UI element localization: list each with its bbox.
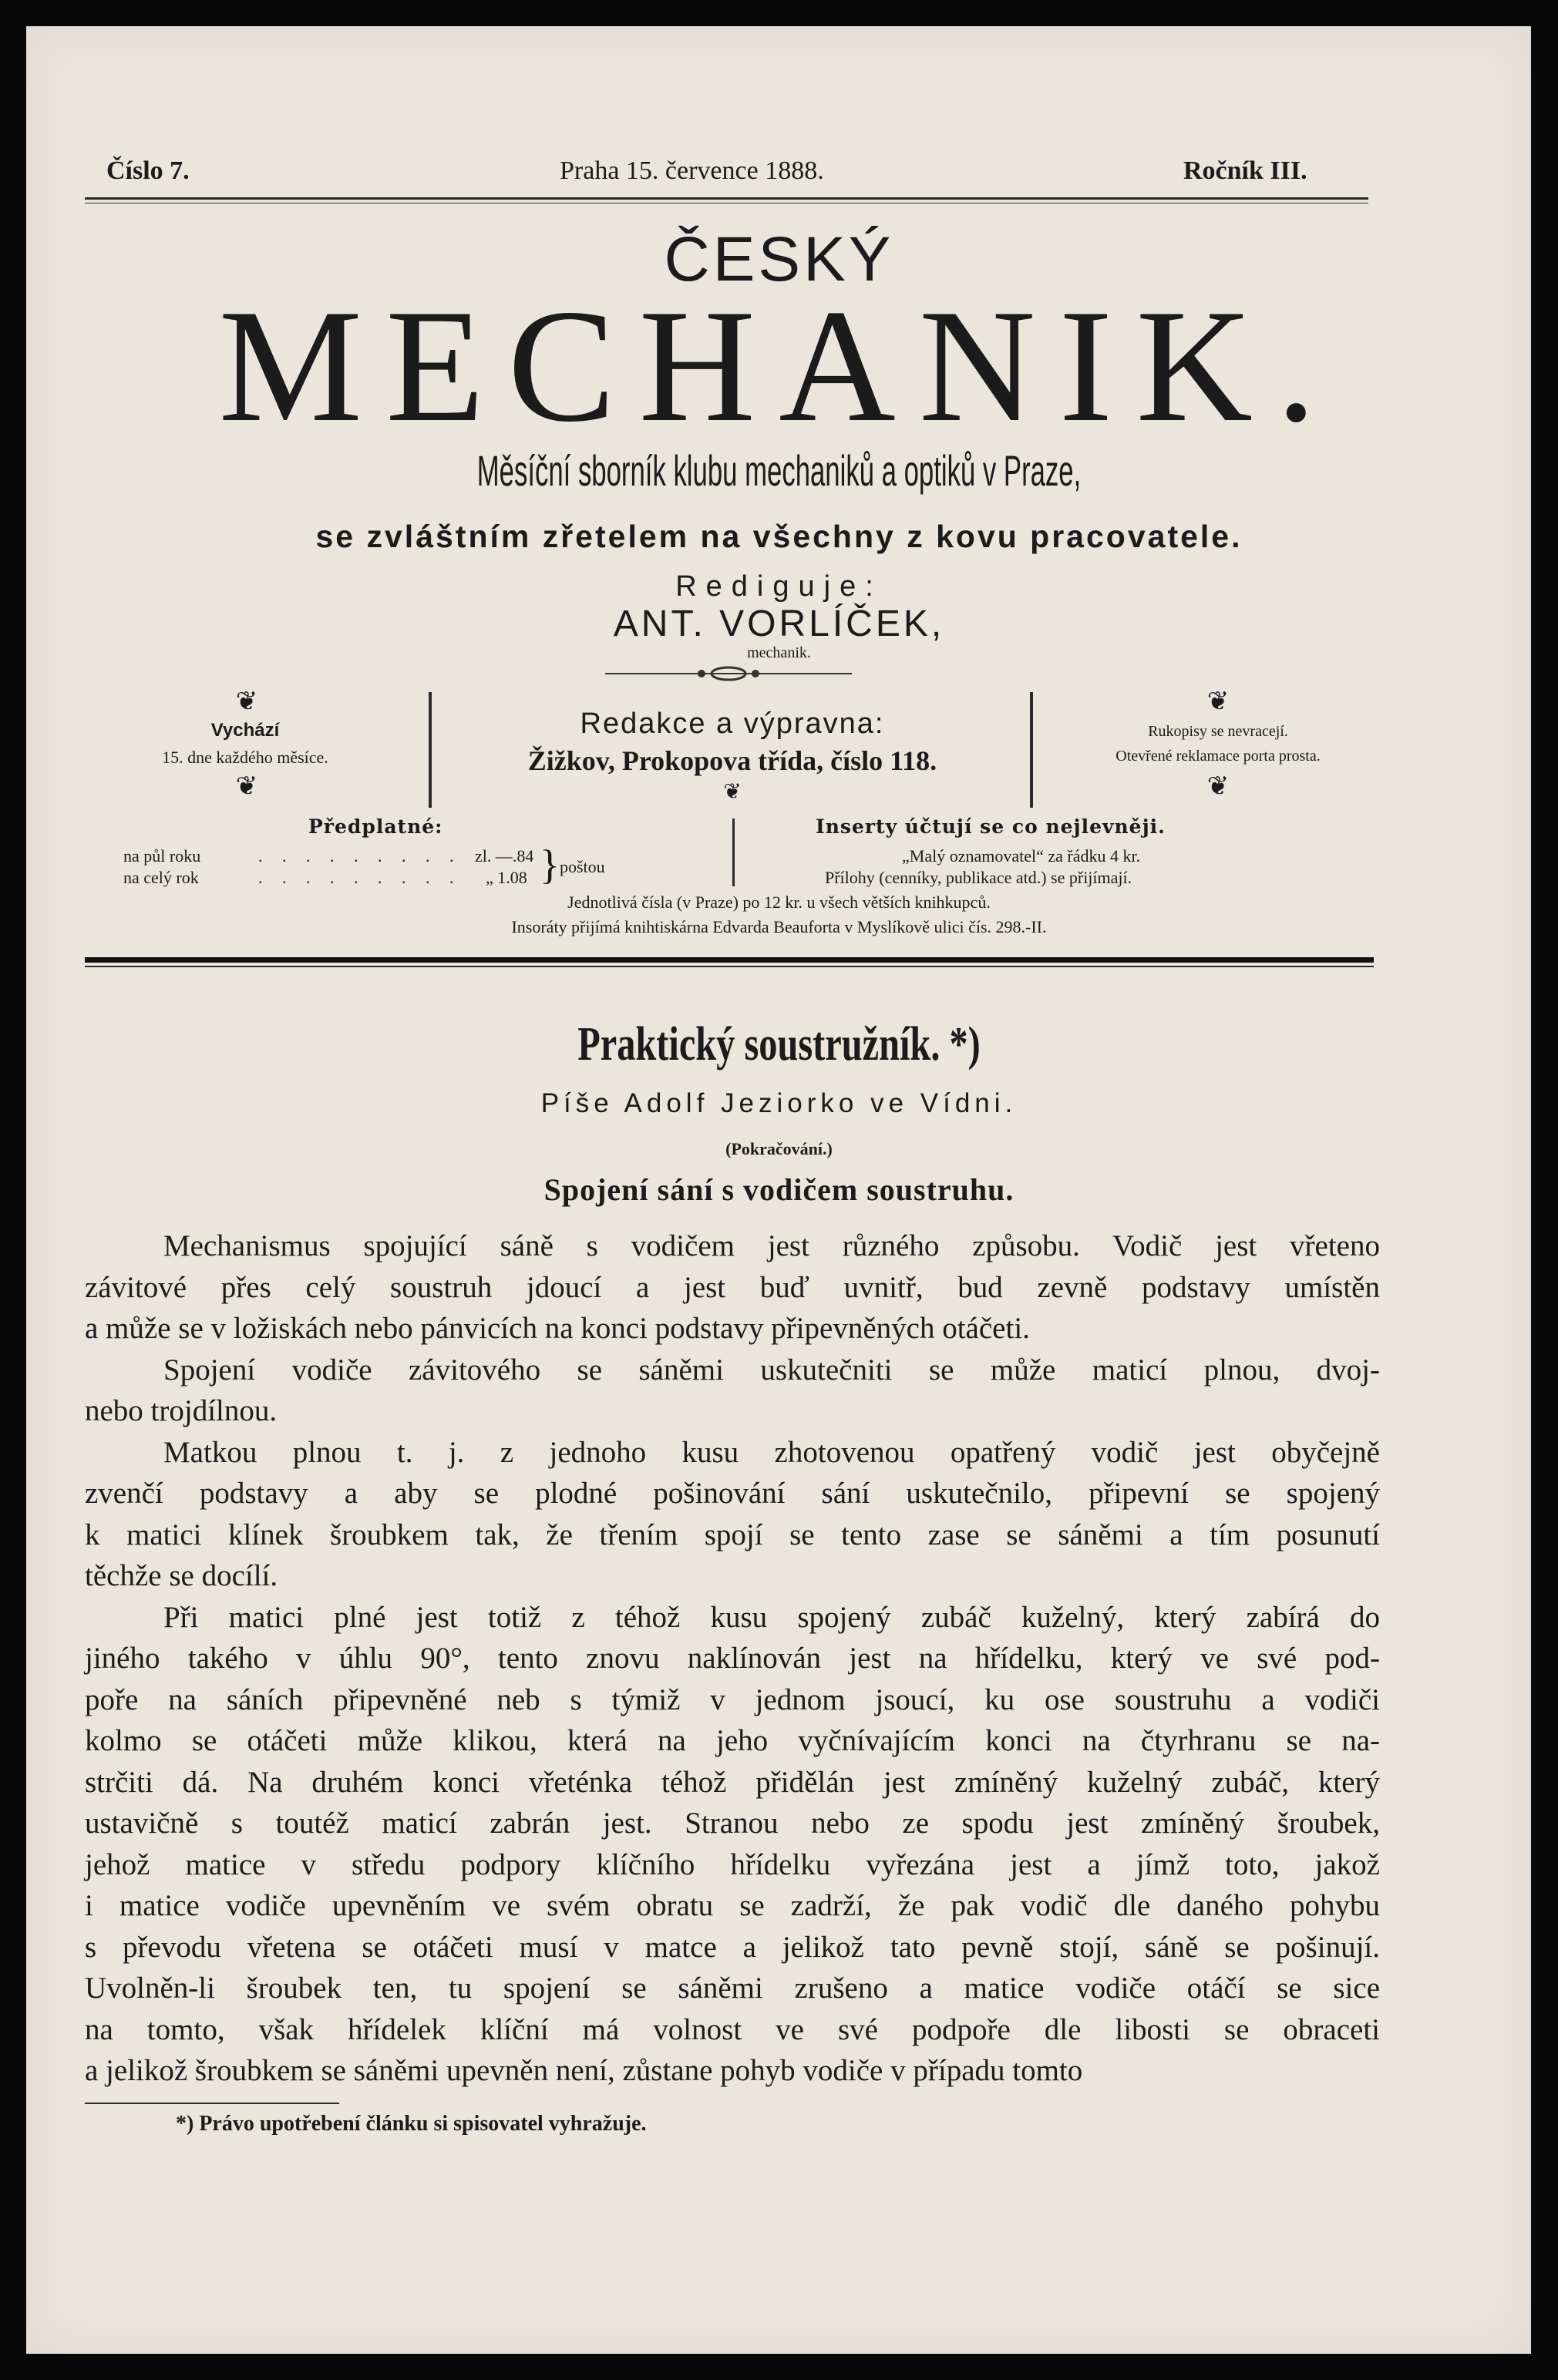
info-right-line1: Rukopisy se nevracejí. [1148, 723, 1288, 740]
editor-label: Rediguje: [675, 570, 883, 603]
inserts-line2: Přílohy (cenníky, publikace atd.) se přijímají. [825, 868, 1132, 887]
ornament-bottom-right-icon: ❦ [1206, 772, 1230, 801]
inserts-line1: „Malý oznamovatel“ za řádku 4 kr. [902, 846, 1141, 866]
ornament-top-left-icon: ❦ [235, 687, 258, 716]
section-heading: Spojení sání s vodičem soustruhu. [543, 1172, 1015, 1207]
masthead-title: MECHANIK. [218, 277, 1340, 455]
body-line: strčiti dá. Na druhém konci vřeténka téhož přidělán jest zmíněný kuželný zubáč, který [85, 1765, 1380, 1799]
body-line: i matice vodiče upevněním ve svém obratu se zadrží, že pak vodič dle daného pohybu [85, 1889, 1380, 1922]
volume-number: Ročník III. [1183, 156, 1307, 185]
body-line: nebo trojdílnou. [85, 1394, 278, 1427]
body-line: jiného takého v úhlu 90°, tento znovu naklínován jest na hřídelku, který ve své pod- [85, 1642, 1380, 1675]
brace-glyph: } [540, 842, 560, 888]
article-byline: Píše Adolf Jeziorko ve Vídni. [540, 1088, 1018, 1118]
editor-name: ANT. VORLÍČEK, [613, 603, 945, 644]
body-line: Spojení vodiče závitového se sáněmi uskutečniti se může maticí plnou, dvoj- [163, 1353, 1380, 1387]
body-line: zvenčí podstavy a aby se plodné pošinování sání uskutečnilo, připevní se spojený [85, 1477, 1380, 1510]
body-line: poře na sáních připevněné neb s týmiž v jednom jsoucí, ku ose soustruhu a vodiči [85, 1682, 1380, 1716]
subscription-postage: poštou [560, 857, 605, 876]
masthead-bottom-rule [85, 957, 1374, 963]
masthead-title-small: ČESKÝ [664, 224, 894, 294]
body-line: ustavičně s toutéž maticí zabrán jest. Stranou nebo ze spodu jest zmíněný šroubek, [85, 1807, 1380, 1840]
body-line: s převodu vřetena se otáčeti musí v matce a jelikož tato pevně stojí, sáně se pošinují. [85, 1930, 1380, 1964]
subscription-row2-label: na celý rok [123, 868, 199, 887]
body-line: kolmo se otáčeti může klikou, která na jeho vyčnívajícím konci na čtyrhranu se na- [85, 1724, 1380, 1757]
flourish-divider [605, 664, 852, 683]
subscription-row1-label: na půl roku [123, 846, 201, 866]
subscription-row2-dots: . . . . . . . . . [258, 868, 462, 887]
subscription-row1-dots: . . . . . . . . . [258, 846, 462, 866]
footnote-rule [85, 2103, 339, 2104]
body-line: Mechanismus spojující sáně s vodičem jest různého způsobu. Vodič jest vřeteno [163, 1229, 1380, 1262]
masthead-bottom-rule-thin [85, 966, 1374, 967]
editor-role: mechanik. [747, 644, 811, 661]
masthead-subtitle-2: se zvláštním zřetelem na všechny z kovu pracovatele. [315, 519, 1243, 554]
subscription-row1-value: zl. —.84 [475, 846, 534, 866]
ornament-top-right-icon: ❦ [1206, 687, 1230, 716]
info-left-line1: Vychází [210, 720, 280, 741]
footnote: *) Právo upotřebení článku si spisovatel vyhražuje. [176, 2112, 647, 2136]
single-issue-price: Jednotlivá čísla (v Praze) po 12 kr. u všech větších knihkupců. [567, 892, 991, 912]
info-left-line2: 15. dne každého měsíce. [162, 748, 328, 767]
info-divider-right [1030, 692, 1033, 808]
info-center-line1: Redakce a výpravna: [580, 708, 885, 740]
body-line: a jelikož šroubkem se sáněmi upevněn není, zůstane pohyb vodiče v případu tomto [85, 2054, 1083, 2087]
header-rule [85, 197, 1368, 200]
body-line: na tomto, však hřídelek klíční má volnost ve své podpoře dle libosti se obraceti [85, 2012, 1380, 2046]
ornament-center-icon: ❦ [723, 780, 742, 804]
inserts-printer: Insoráty přijímá knihtiskárna Edvarda Beaufortа v Myslíkově ulici čís. 298.-II. [511, 917, 1047, 936]
ornament-bottom-left-icon: ❦ [235, 772, 258, 801]
inserts-heading: Inserty účtují se co nejlevněji. [816, 815, 1166, 838]
body-line: k matici klínek šroubkem tak, že třením spojí se tento zase se sáněmi a tím posunutí [85, 1518, 1380, 1551]
body-line: závitové přes celý soustruh jdoucí a jest buď uvnitř, bud zevně podstavy umístěn [85, 1270, 1380, 1304]
body-line: jehož matice v středu podpory klíčního hřídelku vyřezána jest a jímž toto, jakož [85, 1847, 1380, 1881]
body-line: a může se v ložiskách nebo pánvicích na konci podstavy připevněných otáčeti. [85, 1312, 1030, 1345]
subscription-row2-value: „ 1.08 [486, 868, 527, 887]
article-title: Praktický soustružník. *) [577, 1018, 981, 1071]
article-body [85, 1225, 1380, 2092]
info-divider-left [429, 692, 432, 808]
body-line: těchže se docílí. [85, 1559, 278, 1592]
info-right-line2: Otevřené reklamace porta prosta. [1116, 748, 1321, 765]
article-continued: (Pokračování.) [725, 1139, 833, 1158]
place-date: Praha 15. července 1888. [560, 156, 824, 185]
body-line: Při matici plné jest totiž z téhož kusu spojený zubáč kuželný, který zabírá do [163, 1600, 1380, 1634]
body-line: Matkou plnou t. j. z jednoho kusu zhotovenou opatřený vodič jest obyčejně [163, 1435, 1380, 1469]
subscription-heading: Předplatné: [308, 815, 443, 838]
info-center-line2: Žižkov, Prokopova třída, číslo 118. [527, 745, 937, 776]
masthead-subtitle: Měsíční sborník klubu mechaniků a optiků v Praze, [476, 446, 1082, 495]
issue-number: Číslo 7. [106, 156, 190, 185]
prices-divider [732, 819, 735, 886]
body-line: Uvolněn-li šroubek ten, tu spojení se sáněmi zrušeno a matice vodiče otáčí se sice [85, 1972, 1380, 2005]
